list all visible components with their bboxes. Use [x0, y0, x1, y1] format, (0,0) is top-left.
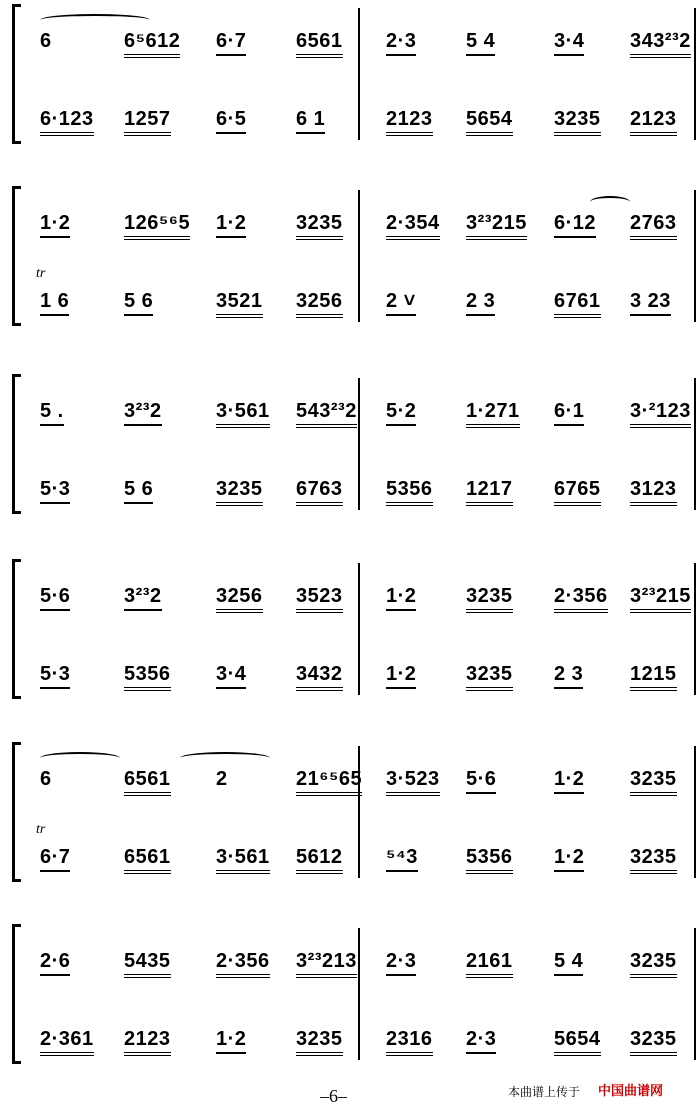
- upper-part-note-group: [216, 30, 246, 56]
- lower-part-note-group: [296, 1028, 343, 1056]
- jianpu-notes: 1217: [466, 478, 513, 506]
- slur-mark: [590, 196, 630, 208]
- jianpu-notes: 1215: [630, 663, 677, 691]
- lower-part-note-group: [216, 290, 263, 318]
- jianpu-notes: 3²³213: [296, 950, 357, 978]
- jianpu-notes: 2 3: [554, 663, 583, 689]
- lower-part-note-group: [296, 846, 343, 874]
- jianpu-notes: 2·6: [40, 950, 70, 976]
- upper-part-note-group: [386, 212, 440, 240]
- jianpu-notes: ⁵⁴3: [386, 846, 418, 872]
- lower-part-note-group: [386, 290, 416, 316]
- upper-part-note-group: [296, 212, 343, 240]
- jianpu-notes: 3235: [630, 950, 677, 978]
- system-brace: [12, 4, 21, 144]
- jianpu-notes: 2123: [630, 108, 677, 136]
- lower-part-note-group: [124, 478, 153, 504]
- lower-part-note-group: [630, 1028, 677, 1056]
- jianpu-notes: 3²³2: [124, 585, 162, 611]
- end-barline: [694, 563, 696, 695]
- lower-part-note-group: [216, 108, 246, 134]
- lower-part-note-group: [554, 663, 583, 689]
- lower-part-note-group: [466, 1028, 496, 1054]
- lower-part-note-group: [630, 663, 677, 691]
- system-brace: [12, 374, 21, 514]
- jianpu-notes: 2·356: [216, 950, 270, 978]
- jianpu-notes: 5·3: [40, 663, 70, 689]
- jianpu-notes: 1·2: [554, 768, 584, 794]
- jianpu-notes: 2·356: [554, 585, 608, 613]
- jianpu-notes: 3432: [296, 663, 343, 691]
- upper-part-note-group: [386, 768, 440, 796]
- end-barline: [694, 746, 696, 878]
- jianpu-notes: 5·3: [40, 478, 70, 504]
- jianpu-notes: 2·361: [40, 1028, 94, 1056]
- upper-part-note-group: [554, 212, 596, 238]
- upper-part-note-group: [124, 950, 171, 978]
- barline: [358, 746, 360, 878]
- jianpu-notes: 3²³2: [124, 400, 162, 426]
- upper-part-note-group: [466, 212, 527, 240]
- jianpu-notes: 5654: [466, 108, 513, 136]
- jianpu-notes: 1·2: [386, 663, 416, 689]
- lower-part-note-group: [630, 478, 677, 506]
- jianpu-notes: 3235: [466, 663, 513, 691]
- jianpu-notes: 1·271: [466, 400, 520, 428]
- jianpu-notes: 6·5: [216, 108, 246, 134]
- barline: [358, 8, 360, 140]
- jianpu-notes: 3235: [216, 478, 263, 506]
- barline: [358, 190, 360, 322]
- jianpu-notes: 2 ˅: [386, 290, 416, 316]
- jianpu-notes: 1257: [124, 108, 171, 136]
- upper-part-note-group: [630, 212, 677, 240]
- jianpu-notes: 6561: [296, 30, 343, 58]
- lower-part-note-group: [386, 108, 433, 136]
- upper-part-note-group: [216, 212, 246, 238]
- jianpu-notes: 2·3: [386, 30, 416, 56]
- upper-part-note-group: [554, 30, 584, 56]
- jianpu-notes: 6⁵612: [124, 30, 180, 58]
- jianpu-notes: 3235: [554, 108, 601, 136]
- upper-part-note-group: [630, 950, 677, 978]
- jianpu-notes: 2161: [466, 950, 513, 978]
- lower-part-note-group: [124, 290, 153, 316]
- jianpu-notes: 3235: [630, 846, 677, 874]
- upper-part-note-group: [554, 585, 608, 613]
- lower-part-note-group: [124, 108, 171, 136]
- slur-mark: [40, 14, 150, 26]
- lower-part-note-group: [40, 1028, 94, 1056]
- jianpu-notes: 5 6: [124, 290, 153, 316]
- upper-part-note-group: [296, 585, 343, 613]
- upper-part-note-group: [296, 400, 357, 428]
- barline: [358, 928, 360, 1060]
- lower-part-note-group: [40, 663, 70, 689]
- upper-part-note-group: [40, 768, 52, 791]
- end-barline: [694, 190, 696, 322]
- jianpu-notes: 1 6: [40, 290, 69, 316]
- lower-part-note-group: [296, 290, 343, 318]
- jianpu-notes: 3235: [630, 768, 677, 796]
- jianpu-notes: 21⁶⁵65: [296, 768, 362, 796]
- jianpu-notes: 2123: [124, 1028, 171, 1056]
- upper-part-note-group: [466, 400, 520, 428]
- jianpu-notes: 3·561: [216, 846, 270, 874]
- upper-part-note-group: [630, 768, 677, 796]
- jianpu-notes: 6561: [124, 846, 171, 874]
- lower-part-note-group: [296, 663, 343, 691]
- system-brace: [12, 186, 21, 326]
- upper-part-note-group: [216, 950, 270, 978]
- jianpu-notes: 3·561: [216, 400, 270, 428]
- score-system: [8, 924, 698, 1064]
- jianpu-notes: 2 3: [466, 290, 495, 316]
- lower-part-note-group: [40, 290, 69, 316]
- jianpu-notes: 5 6: [124, 478, 153, 504]
- upper-part-note-group: [124, 212, 190, 240]
- end-barline: [694, 8, 696, 140]
- jianpu-notes: 3256: [216, 585, 263, 613]
- upper-part-note-group: [466, 585, 513, 613]
- jianpu-notes: 3·²123: [630, 400, 691, 428]
- barline: [358, 378, 360, 510]
- jianpu-notes: 126⁵⁶5: [124, 212, 190, 240]
- lower-part-note-group: [124, 846, 171, 874]
- jianpu-notes: 5 .: [40, 400, 64, 426]
- upper-part-note-group: [216, 400, 270, 428]
- upper-part-note-group: [124, 400, 162, 426]
- upload-note: 本曲谱上传于: [508, 1085, 581, 1099]
- jianpu-notes: 3235: [296, 1028, 343, 1056]
- jianpu-notes: 3523: [296, 585, 343, 613]
- lower-part-note-group: [296, 108, 325, 134]
- jianpu-notes: 3235: [630, 1028, 677, 1056]
- upper-part-note-group: [630, 585, 691, 613]
- jianpu-notes: 343²³2: [630, 30, 691, 58]
- jianpu-notes: 3²³215: [630, 585, 691, 613]
- upper-part-note-group: [216, 768, 228, 791]
- upper-part-note-group: [630, 30, 691, 58]
- jianpu-notes: 3123: [630, 478, 677, 506]
- lower-part-note-group: [386, 663, 416, 689]
- upper-part-note-group: [386, 950, 416, 976]
- jianpu-notes: 5654: [554, 1028, 601, 1056]
- lower-part-note-group: [216, 1028, 246, 1054]
- jianpu-notes: 3521: [216, 290, 263, 318]
- jianpu-notes: 3·4: [554, 30, 584, 56]
- lower-part-note-group: [466, 290, 495, 316]
- jianpu-notes: 5·2: [386, 400, 416, 426]
- lower-part-note-group: [630, 108, 677, 136]
- lower-part-note-group: [466, 846, 513, 874]
- lower-part-note-group: [630, 846, 677, 874]
- jianpu-notes: 5·6: [466, 768, 496, 794]
- jianpu-notes: 5356: [466, 846, 513, 874]
- upper-part-note-group: [296, 950, 357, 978]
- jianpu-notes: 1·2: [386, 585, 416, 611]
- lower-part-note-group: [124, 663, 171, 691]
- jianpu-notes: 6·123: [40, 108, 94, 136]
- jianpu-notes: 1·2: [216, 212, 246, 238]
- jianpu-notes: 6763: [296, 478, 343, 506]
- upper-part-note-group: [386, 30, 416, 56]
- jianpu-notes: 5435: [124, 950, 171, 978]
- jianpu-notes: 5612: [296, 846, 343, 874]
- jianpu-notes: 2·3: [386, 950, 416, 976]
- jianpu-notes: 6765: [554, 478, 601, 506]
- trill-mark: tr: [36, 822, 46, 837]
- upper-part-note-group: [466, 950, 513, 978]
- upper-part-note-group: [630, 400, 691, 428]
- lower-part-note-group: [466, 108, 513, 136]
- jianpu-notes: 6: [40, 768, 52, 790]
- lower-part-note-group: [40, 108, 94, 136]
- system-brace: [12, 742, 21, 882]
- lower-part-note-group: [216, 663, 246, 689]
- jianpu-notes: 3²³215: [466, 212, 527, 240]
- end-barline: [694, 378, 696, 510]
- lower-part-note-group: [40, 478, 70, 504]
- jianpu-notes: 3·523: [386, 768, 440, 796]
- site-logo: 中国曲谱网: [598, 1083, 664, 1098]
- jianpu-notes: 543²³2: [296, 400, 357, 428]
- lower-part-note-group: [630, 290, 671, 316]
- jianpu-notes: 6·7: [40, 846, 70, 872]
- jianpu-notes: 5 4: [466, 30, 495, 56]
- upper-part-note-group: [554, 400, 584, 426]
- lower-part-note-group: [386, 1028, 433, 1056]
- upper-part-note-group: [40, 585, 70, 611]
- upper-part-note-group: [554, 768, 584, 794]
- lower-part-note-group: [216, 846, 270, 874]
- jianpu-notes: 6·12: [554, 212, 596, 238]
- trill-mark: tr: [36, 266, 46, 281]
- lower-part-note-group: [466, 478, 513, 506]
- upper-part-note-group: [296, 768, 362, 796]
- lower-part-note-group: [40, 846, 70, 872]
- upper-part-note-group: [296, 30, 343, 58]
- upper-part-note-group: [216, 585, 263, 613]
- lower-part-note-group: [124, 1028, 171, 1056]
- lower-part-note-group: [554, 108, 601, 136]
- score-system: [8, 374, 698, 514]
- upper-part-note-group: [386, 585, 416, 611]
- jianpu-notes: 1·2: [216, 1028, 246, 1054]
- lower-part-note-group: [554, 846, 584, 872]
- jianpu-notes: 2: [216, 768, 228, 790]
- upper-part-note-group: [124, 30, 180, 58]
- jianpu-notes: 3235: [466, 585, 513, 613]
- jianpu-notes: 6·1: [554, 400, 584, 426]
- upper-part-note-group: [554, 950, 583, 976]
- page-number: –6–: [320, 1086, 347, 1106]
- jianpu-notes: 2316: [386, 1028, 433, 1056]
- lower-part-note-group: [296, 478, 343, 506]
- upper-part-note-group: [124, 768, 171, 796]
- upper-part-note-group: [466, 768, 496, 794]
- jianpu-notes: 6761: [554, 290, 601, 318]
- jianpu-notes: 6: [40, 30, 52, 52]
- lower-part-note-group: [554, 478, 601, 506]
- upper-part-note-group: [386, 400, 416, 426]
- jianpu-notes: 1·2: [40, 212, 70, 238]
- upper-part-note-group: [40, 400, 64, 426]
- lower-part-note-group: [554, 1028, 601, 1056]
- system-brace: [12, 924, 21, 1064]
- jianpu-notes: 2·3: [466, 1028, 496, 1054]
- jianpu-notes: 2763: [630, 212, 677, 240]
- system-brace: [12, 559, 21, 699]
- upper-part-note-group: [40, 950, 70, 976]
- slur-mark: [40, 752, 120, 764]
- score-system: [8, 559, 698, 699]
- jianpu-notes: 5356: [386, 478, 433, 506]
- lower-part-note-group: [466, 663, 513, 691]
- end-barline: [694, 928, 696, 1060]
- jianpu-notes: 3235: [296, 212, 343, 240]
- jianpu-notes: 3256: [296, 290, 343, 318]
- slur-mark: [180, 752, 270, 764]
- jianpu-notes: 2·354: [386, 212, 440, 240]
- upper-part-note-group: [124, 585, 162, 611]
- lower-part-note-group: [386, 478, 433, 506]
- upper-part-note-group: [40, 212, 70, 238]
- jianpu-notes: 5356: [124, 663, 171, 691]
- upper-part-note-group: [40, 30, 52, 53]
- lower-part-note-group: [386, 846, 418, 872]
- jianpu-notes: 6·7: [216, 30, 246, 56]
- jianpu-notes: 6561: [124, 768, 171, 796]
- jianpu-notes: 2123: [386, 108, 433, 136]
- lower-part-note-group: [216, 478, 263, 506]
- jianpu-notes: 3·4: [216, 663, 246, 689]
- jianpu-notes: 5 4: [554, 950, 583, 976]
- jianpu-notes: 1·2: [554, 846, 584, 872]
- upper-part-note-group: [466, 30, 495, 56]
- barline: [358, 563, 360, 695]
- jianpu-notes: 5·6: [40, 585, 70, 611]
- lower-part-note-group: [554, 290, 601, 318]
- jianpu-notes: 6 1: [296, 108, 325, 134]
- jianpu-notes: 3 23: [630, 290, 671, 316]
